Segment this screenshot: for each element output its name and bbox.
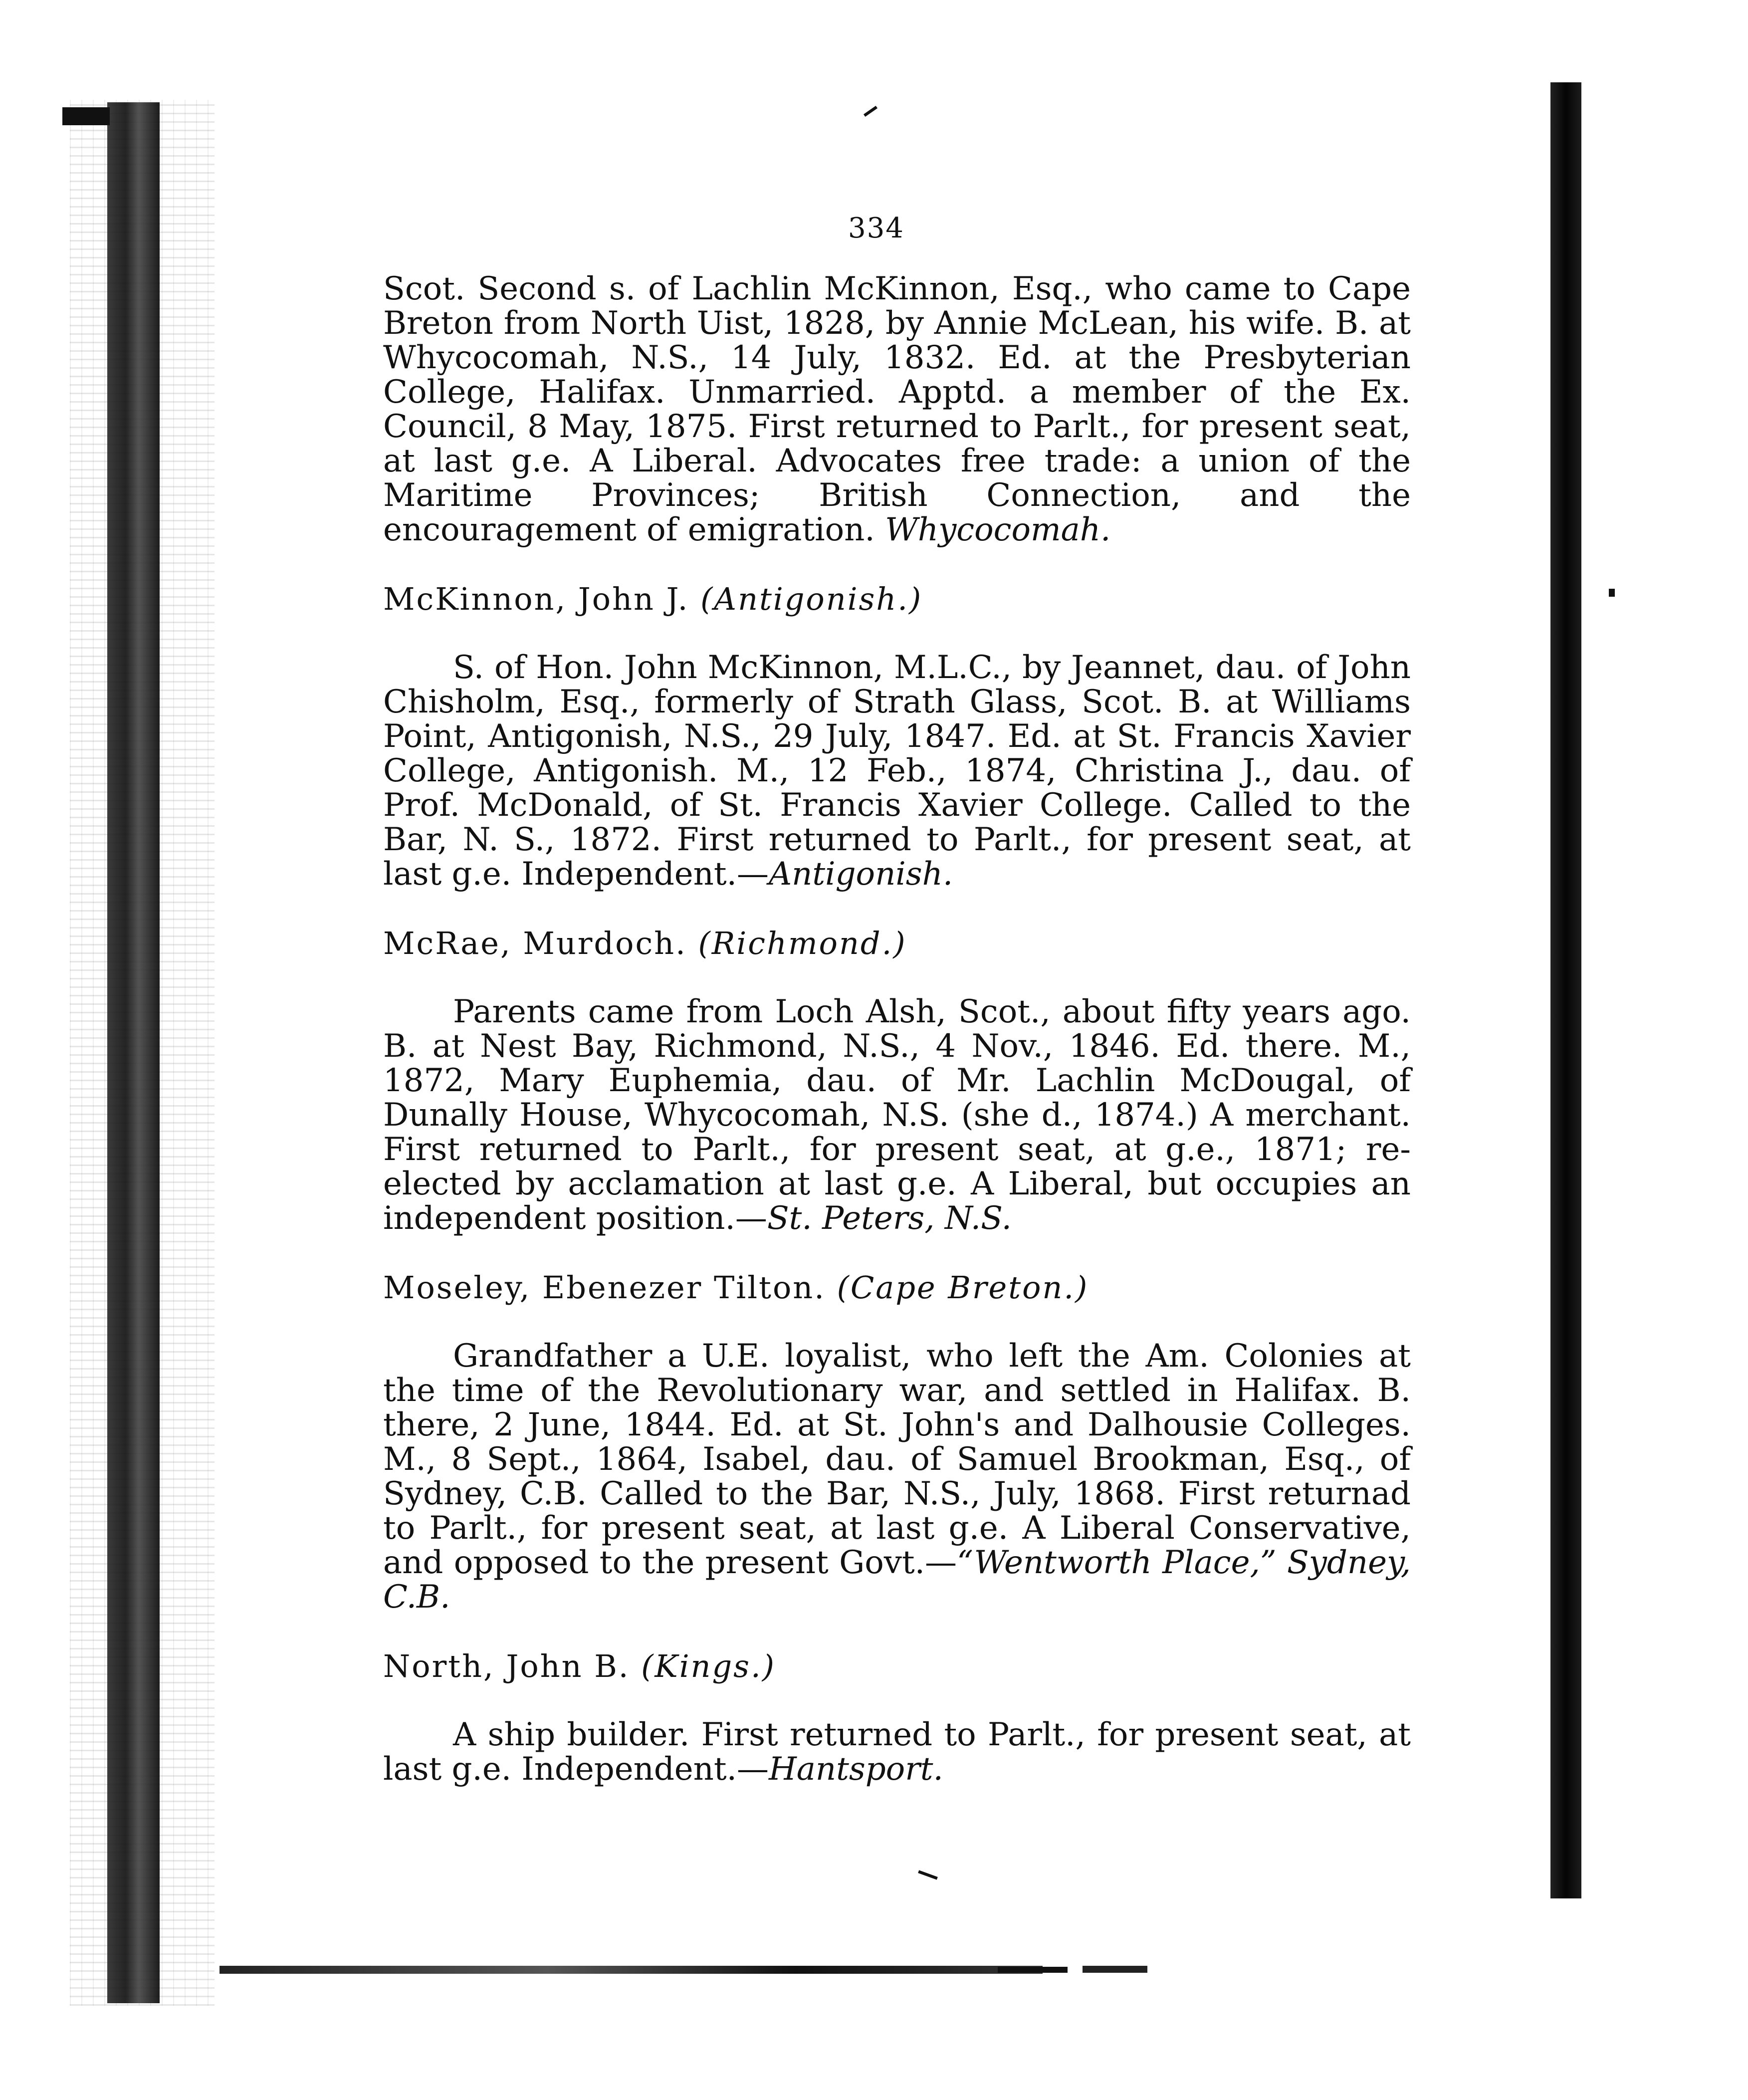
- continuation-residence: Whycocomah.: [885, 511, 1111, 548]
- entry-name: Moseley, Ebenezer Tilton.: [383, 1269, 826, 1306]
- entry-residence: Antigonish.: [768, 856, 953, 893]
- entry-constituency: (Kings.): [641, 1648, 776, 1684]
- scan-edge-left: [107, 102, 160, 2003]
- entry-residence: “Wentworth Place,” Sydney, C.B.: [383, 1544, 1411, 1616]
- continuation-paragraph: [383, 272, 1411, 547]
- entry-text: A ship builder. First returned to Parlt., for present seat, at last g.e. Independent.—: [383, 1716, 1411, 1788]
- entry-paragraph: [383, 995, 1411, 1236]
- scan-dot: [1609, 589, 1615, 597]
- entry-paragraph: [383, 1339, 1411, 1615]
- entry-constituency: (Cape Breton.): [837, 1269, 1089, 1306]
- scan-mark-lower: [918, 1870, 938, 1879]
- entry-name: McKinnon, John J.: [383, 581, 689, 617]
- entry-constituency: (Antigonish.): [700, 581, 923, 617]
- continuation-text: Scot. Second s. of Lachlin McKinnon, Esq., who came to Cape Breton from North Uist, 1828, by Annie McLean, his wife. B. at Whycocomah, N.S., 14 July, 1832. Ed. at the Presbyterian College, Halifax. Unmarried. Apptd. a member of the Ex. Council, 8 May, 1875. First returned to Parlt., for present seat, at last g.e. A Liberal. Advocates free trade: a union of the Maritime Provinces; British Connection, and the encouragement of emigration.: [383, 270, 1411, 548]
- entry-name: McRae, Murdoch.: [383, 925, 687, 961]
- entry-heading: [383, 1270, 1411, 1305]
- entry-text: Parents came from Loch Alsh, Scot., about fifty years ago. B. at Nest Bay, Richmond, N.S., 4 Nov., 1846. Ed. there. M., 1872, Mary Euphemia, dau. of Mr. Lachlin McDougal, of Dunally House, Whycocomah, N.S. (she d., 1874.) A merchant. First returned to Parlt., for present seat, at g.e., 1871; re-elected by acclamation at last g.e. A Liberal, but occupies an independent position.—: [383, 993, 1411, 1237]
- entry-paragraph: [383, 1718, 1411, 1787]
- entry-name: North, John B.: [383, 1648, 630, 1684]
- entry-paragraph: [383, 651, 1411, 892]
- entry-text: S. of Hon. John McKinnon, M.L.C., by Jeannet, dau. of John Chisholm, Esq., formerly of Strath Glass, Scot. B. at Williams Point, Antigonish, N.S., 29 July, 1847. Ed. at St. Francis Xavier College, Antigonish. M., 12 Feb., 1874, Christina J., dau. of Prof. McDonald, of St. Francis Xavier College. Called to the Bar, N. S., 1872. First returned to Parlt., for present seat, at last g.e. Independent.—: [383, 649, 1411, 893]
- page-number: 334: [848, 212, 904, 244]
- entry-heading: [383, 1649, 1411, 1683]
- entry-constituency: (Richmond.): [698, 925, 907, 961]
- entry-heading: [383, 582, 1411, 616]
- scan-mark: [998, 1967, 1068, 1973]
- scan-edge-bottom: [219, 1966, 1043, 1974]
- scan-edge-bottom-mark: [1083, 1966, 1147, 1973]
- scan-edge-right: [1550, 82, 1581, 1898]
- entry-heading: [383, 926, 1411, 960]
- entry-residence: St. Peters, N.S.: [767, 1200, 1012, 1237]
- entry-text: Grandfather a U.E. loyalist, who left the Am. Colonies at the time of the Revolutionary war, and settled in Halifax. B. there, 2 June, 1844. Ed. at St. John's and Dalhousie Colleges. M., 8 Sept., 1864, Isabel, dau. of Samuel Brookman, Esq., of Sydney, C.B. Called to the Bar, N.S., July, 1868. First returnad to Parlt., for present seat, at last g.e. A Liberal Conservative, and opposed to the present Govt.—: [383, 1338, 1411, 1581]
- text-column: [383, 272, 1411, 1787]
- scan-mark-top: [864, 106, 877, 117]
- scan-edge-tab: [62, 107, 110, 125]
- entry-residence: Hantsport.: [768, 1751, 943, 1788]
